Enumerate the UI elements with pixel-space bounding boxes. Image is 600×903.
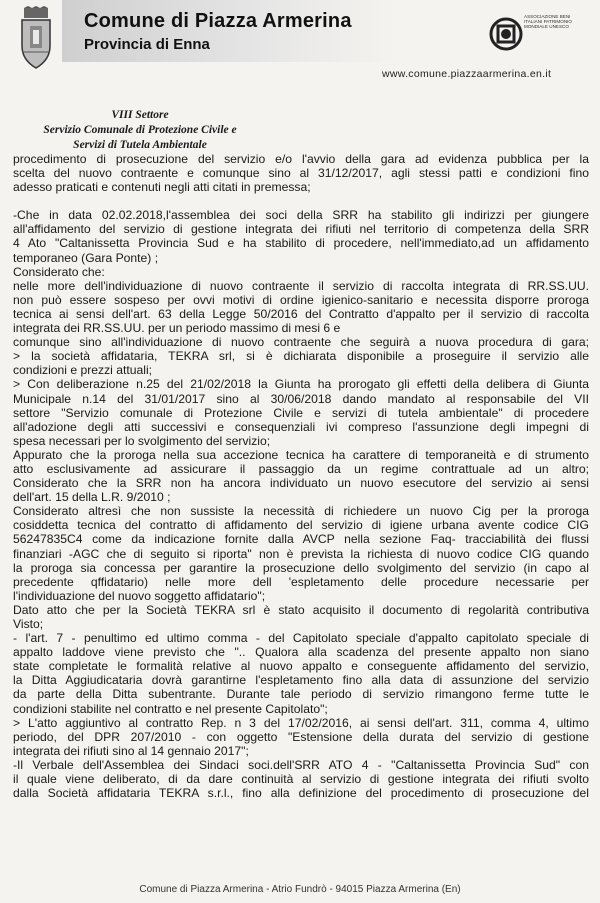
text-line: Dato atto che per la Società TEKRA srl è stato acquisito il documento di regolarità contributiva xyxy=(13,602,589,617)
page-footer: Comune di Piazza Armerina - Atrio Fundrò - 94015 Piazza Armerina (En) xyxy=(139,884,461,895)
text-line: atto esclusivamente ad assicurare il passaggio da un regime contrattuale ad un altro; xyxy=(13,461,589,476)
text-line: > L'atto aggiuntivo al contratto Rep. n 3 del 17/02/2016, ai sensi dell'art. 311, comma 4, ultimo xyxy=(13,715,589,730)
text-line: l'individuazione del nuovo soggetto affidatario"; xyxy=(13,588,266,603)
text-line: scelta del nuovo contraente e comunque sino al 31/12/2017, agli stessi patti e condizioni fino xyxy=(13,166,589,181)
province-subtitle: Provincia di Enna xyxy=(84,36,210,53)
municipality-title: Comune di Piazza Armerina xyxy=(84,10,352,32)
text-line: dell'art. 15 della L.R. 9/2010 ; xyxy=(13,490,171,505)
text-line: all'adozione degli atti successivi e consequenziali ivi compreso l'assunzione degli impegni di xyxy=(13,419,589,434)
text-line: la proroga sia concessa per garantire la prosecuzione dello svolgimento del servizio (in capo al xyxy=(13,560,589,575)
text-line: la Ditta Aggiudicataria dovrà garantirne l'espletamento fino alla data di assunzione del servizio xyxy=(13,673,589,688)
text-line: comunque sino all'individuazione di nuovo contraente che seguirà a nuova procedura di gara; xyxy=(13,335,589,350)
office-service-line: Servizi di Tutela Ambientale xyxy=(73,139,207,151)
website-url: www.comune.piazzaarmerina.en.it xyxy=(382,68,552,80)
text-line: procedimento di prosecuzione del servizio e/o l'avvio della gara ad evidenza pubblica per la xyxy=(13,152,589,166)
text-line: cosiddetta tecnica del contratto di affidamento del servizio di igiene urbana avente codice CIG xyxy=(13,518,589,533)
text-line: tecnica ai sensi dell'art. 63 della Legge 50/2016 del Contratto d'appalto per il servizio di raccolta xyxy=(13,306,589,321)
office-sector: VIII Settore xyxy=(111,109,169,121)
text-line: non può essere sospeso per ovvi motivi di ordine igienico-sanitario e necessita disporre proroga xyxy=(13,292,589,307)
text-line: all'affidamento del servizio di gestione integrata dei rifiuti nel territorio di competenza della SRR xyxy=(13,222,589,237)
text-line: adesso praticati e contenuti negli atti citati in premessa; xyxy=(13,180,311,195)
text-line: finanziari -AGC che di seguito si riporta" non è prevista la richiesta di nuovo codice CIG quando xyxy=(13,546,589,561)
text-line: condizioni e prezzi attuali; xyxy=(13,363,153,378)
text-line: da parte della Ditta subentrante. Durante tale periodo di servizio rimangono ferme tutte le xyxy=(13,687,589,702)
text-line: dalla Società affidataria TEKRA s.r.l., fino alla definizione del procedimento di prosecuzione del xyxy=(13,786,589,801)
text-line: settore "Servizio comunale di Protezione Civile e servizi di tutela ambientale" di procedere xyxy=(13,405,589,420)
text-line: Considerato che: xyxy=(13,264,105,279)
municipal-crest-icon xyxy=(18,6,54,70)
text-line: precedente qffidatario) nelle more dell 'espletamento delle procedure necessarie per xyxy=(13,574,589,589)
text-line: - l'art. 7 - penultimo ed ultimo comma - del Capitolato speciale d'appalto capitolato speciale di xyxy=(13,631,589,646)
text-line: appalto laddove viene previsto che ".. Qualora alla scadenza del presente appalto non siano xyxy=(13,645,589,660)
text-line: Visto; xyxy=(13,617,44,631)
text-line: integrata dei rifiuti sino al 14 gennaio 2017"; xyxy=(13,743,249,758)
text-line: -Che in data 02.02.2018,l'assemblea dei soci della SRR ha stabilito gli indirizzi per giungere xyxy=(13,208,589,223)
text-line: integrata dei RR.SS.UU. per un periodo massimo di mesi 6 e xyxy=(13,321,341,336)
text-line: Considerato che la SRR non ha ancora individuato un nuovo esecutore del servizio ai sensi xyxy=(13,476,589,491)
text-line: Appurato che la proroga nella sua accezione tecnica ha carattere di temporaneità e di strumento xyxy=(13,447,589,462)
text-line: > Con deliberazione n.25 del 21/02/2018 la Giunta ha prorogato gli effetti della delibera di Giunta xyxy=(13,377,589,392)
paragraph-gap xyxy=(13,194,589,208)
text-line: il quale viene deliberato, di da dare continuità al servizio di gestione integrata dei rifiuti svolto xyxy=(13,772,589,787)
text-line: nelle more dell'individuazione di nuovo contraente il servizio di raccolta integrata di RR.SS.UU. xyxy=(13,278,589,293)
document-body xyxy=(13,152,589,800)
unesco-association-text: ASSOCIAZIONE BENI ITALIANI PATRIMONIO MONDIALE UNESCO xyxy=(524,14,572,30)
text-line: Considerato altresì che non sussiste la necessità di richiedere un nuovo Cig per la proroga xyxy=(13,504,589,519)
text-line: condizioni stabilite nel contratto e nel presente Capitolato"; xyxy=(13,701,328,716)
text-line: periodo, del DPR 207/2010 - con oggetto "Estensione della durata del servizio di gestione xyxy=(13,729,589,744)
office-service-line: Servizio Comunale di Protezione Civile e xyxy=(43,124,237,136)
text-line: spesa necessari per lo svolgimento del servizio; xyxy=(13,433,271,448)
text-line: temporaneo (Gara Ponte) ; xyxy=(13,250,159,265)
text-line: -Il Verbale dell'Assemblea dei Sindaci soci.dell'SRR ATO 4 - "Caltanissetta Provincia Sud" con xyxy=(13,757,589,772)
text-line: state completate le formalità relative al nuovo appalto e conseguente affidamento del servizio, xyxy=(13,659,589,674)
text-line: 56247835C4 come da indicazione fornite dalla AVCP nella sezione Faq- tracciabilità dei flussi xyxy=(13,532,589,547)
text-line: > la società affidataria, TEKRA srl, si è dichiarata disponibile a proseguire il servizio alle xyxy=(13,349,589,364)
text-line: 4 Ato "Caltanissetta Provincia Sud e ha stabilito di procedere, nell'immediato,ad un affidamento xyxy=(13,236,589,251)
text-line: Municipale n.14 del 31/01/2017 sino al 30/06/2018 dando mandato al responsabile del VII xyxy=(13,391,589,406)
